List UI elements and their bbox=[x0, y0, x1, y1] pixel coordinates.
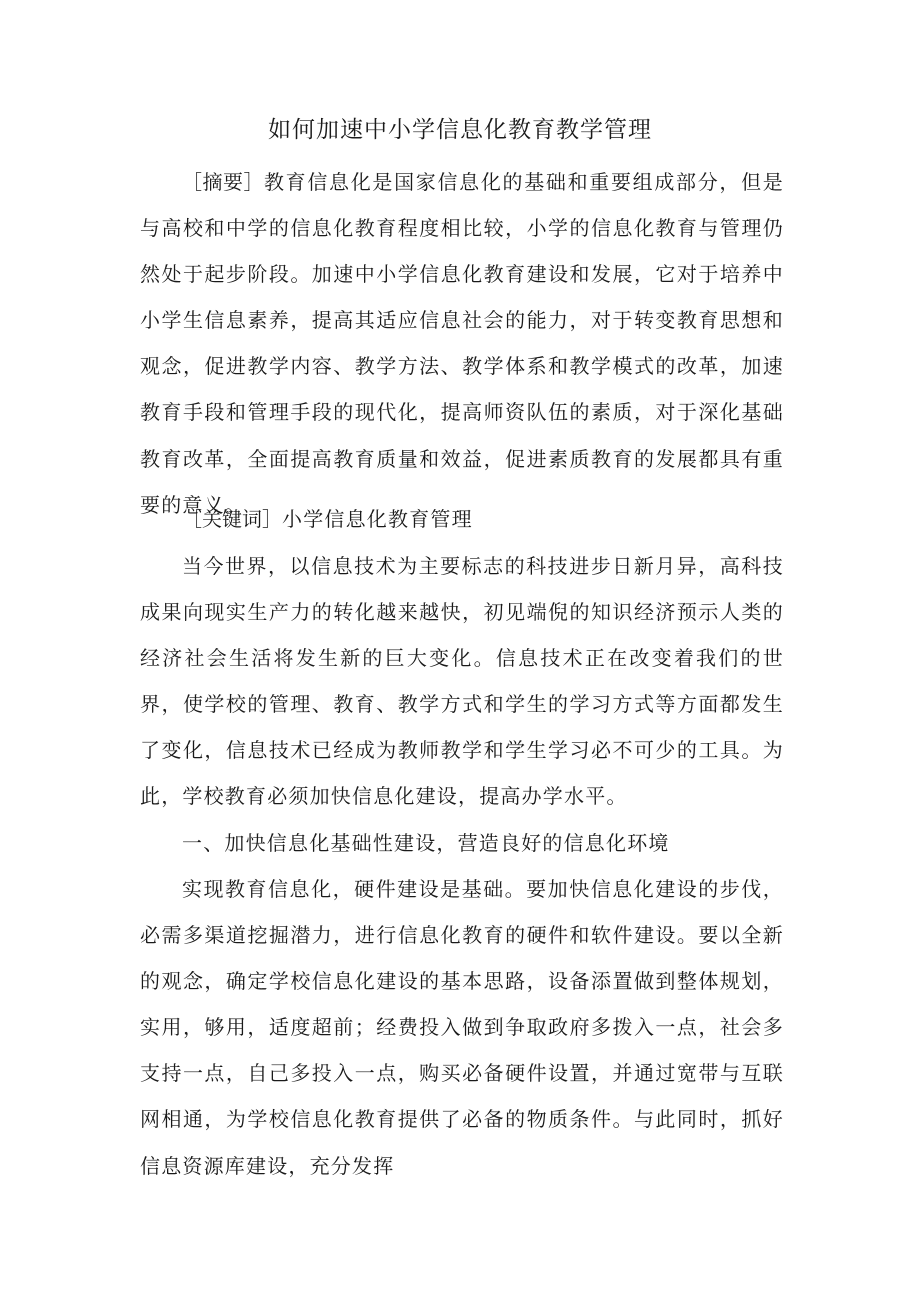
section-heading: 一、加快信息化基础性建设，营造良好的信息化环境 bbox=[182, 831, 670, 855]
document-title: 如何加速中小学信息化教育教学管理 bbox=[268, 117, 652, 143]
abstract-text: 教育信息化是国家信息化的基础和重要组成部分，但是与高校和中学的信息化教育程度相比较，小学的信息化教育与管理仍然处于起步阶段。加速中小学信息化教育建设和发展，它对于培养中小学生信息素养，提高其适应信息社会的能力，对于转变教育思想和观念，促进教学内容、教学方法、教学体系和教学模式的改革，加速教育手段和管理手段的现代化，提高师资队伍的素质，对于深化基础教育改革，全面提高教育质量和效益，促进素质教育的发展都具有重要的意义。 bbox=[140, 170, 785, 517]
keywords-paragraph bbox=[140, 496, 784, 542]
abstract-label: ［摘要］ bbox=[182, 170, 264, 194]
keywords-label: ［关键词］ bbox=[182, 507, 282, 531]
section-paragraph: 实现教育信息化，硬件建设是基础。要加快信息化建设的步伐，必需多渠道挖掘潜力，进行信息化教育的硬件和软件建设。要以全新的观念，确定学校信息化建设的基本思路，设备添置做到整体规划，实用，够用，适度超前；经费投入做到争取政府多拨入一点，社会多支持一点，自己多投入一点，购买必备硬件设置，并通过宽带与互联网相通，为学校信息化教育提供了必备的物质条件。与此同时，抓好信息资源库建设，充分发挥 bbox=[140, 877, 784, 1178]
keywords-text: 小学信息化教育管理 bbox=[282, 507, 473, 531]
intro-paragraph: 当今世界，以信息技术为主要标志的科技进步日新月异，高科技成果向现实生产力的转化越来越快，初见端倪的知识经济预示人类的经济社会生活将发生新的巨大变化。信息技术正在改变着我们的世界，使学校的管理、教育、教学方式和学生的学习方式等方面都发生了变化，信息技术已经成为教师教学和学生学习必不可少的工具。为此，学校教育必须加快信息化建设，提高办学水平。 bbox=[140, 554, 784, 809]
abstract-paragraph bbox=[140, 159, 785, 517]
